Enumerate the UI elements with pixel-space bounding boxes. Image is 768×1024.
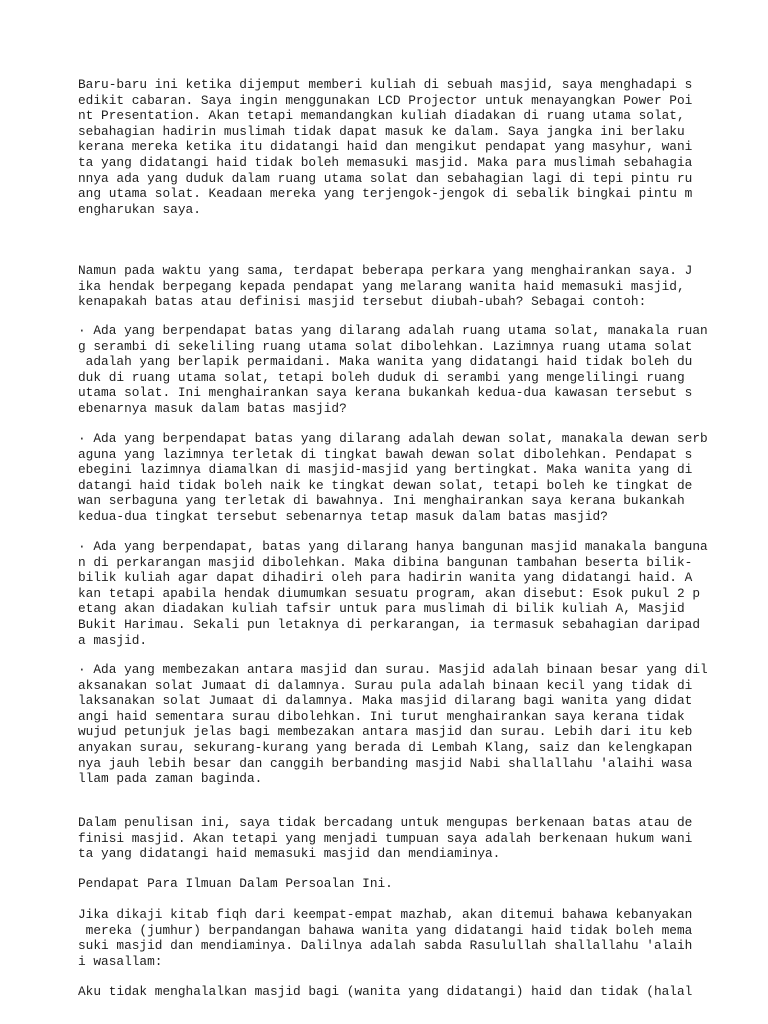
paragraph-intro: Baru-baru ini ketika dijemput memberi kuliah di sebuah masjid, saya menghadapi s edikit cabaran. Saya ingin menggunakan LCD Projector untuk menayangkan Power Poi nt Presentation. Akan tetapi memandangkan kuliah diadakan di ruang utama solat, sebahagian hadirin muslimah tidak dapat masuk ke dalam. Saya jangka ini berlaku kerana mereka ketika itu didatangi haid dan mengikut pendapat yang masyhur, wani ta yang didatangi haid tidak boleh memasuki masjid. Maka para muslimah sebahagia nnya ada yang duduk dalam ruang utama solat dan sebahagian lagi di tepi pintu ru ang utama solat. Keadaan mereka yang terjengok-jengok di sebalik bingkai pintu m engharukan saya. bbox=[78, 77, 693, 217]
bullet-item-masjid-surau: · Ada yang membezakan antara masjid dan surau. Masjid adalah binaan besar yang dil aksanakan solat Jumaat di dalamnya. Surau pula adalah binaan kecil yang tidak di laksanakan solat Jumaat di dalamnya. Maka masjid dilarang bagi wanita yang didat angi haid sementara surau dibolehkan. Ini turut menghairankan saya kerana tidak wujud petunjuk jelas bagi membezakan antara masjid dan surau. Lebih dari itu keb anyakan surau, sekurang-kurang yang berada di Lembah Klang, saiz dan kelengkapan nya jauh lebih besar dan canggih berbanding masjid Nabi shallallahu 'alaihi wasa llam pada zaman baginda. bbox=[78, 662, 708, 787]
paragraph-fiqh: Jika dikaji kitab fiqh dari keempat-empat mazhab, akan ditemui bahawa kebanyakan mereka (jumhur) berpandangan bahawa wanita yang didatangi haid tidak boleh mema suki masjid dan mendiaminya. Dalilnya adalah sabda Rasulullah shallallahu 'alaih i wasallam: bbox=[78, 907, 693, 969]
paragraph-hadith: Aku tidak menghalalkan masjid bagi (wanita yang didatangi) haid dan tidak (halal bbox=[78, 984, 693, 999]
bullet-item-dewan-solat: · Ada yang berpendapat batas yang dilarang adalah dewan solat, manakala dewan serb aguna yang lazimnya terletak di tingkat bawah dewan solat dibolehkan. Pendapat s ebegini lazimnya diamalkan di masjid-masjid yang bertingkat. Maka wanita yang di datangi haid tidak boleh naik ke tingkat dewan solat, tetapi boleh ke tingkat de wan serbaguna yang terletak di bawahnya. Ini menghairankan saya kerana bukankah kedua-dua tingkat tersebut sebenarnya tetap masuk dalam batas masjid? bbox=[78, 431, 708, 524]
paragraph-focus: Dalam penulisan ini, saya tidak bercadang untuk mengupas berkenaan batas atau de finisi masjid. Akan tetapi yang menjadi tumpuan saya adalah berkenaan hukum wani ta yang didatangi haid memasuki masjid dan mendiaminya. bbox=[78, 815, 693, 862]
section-heading: Pendapat Para Ilmuan Dalam Persoalan Ini. bbox=[78, 876, 393, 891]
paragraph-question: Namun pada waktu yang sama, terdapat beberapa perkara yang menghairankan saya. J ika hendak berpegang kepada pendapat yang melarang wanita haid memasuki masjid, kenapakah batas atau definisi masjid tersebut diubah-ubah? Sebagai contoh: bbox=[78, 263, 693, 310]
bullet-item-ruang-utama: · Ada yang berpendapat batas yang dilarang adalah ruang utama solat, manakala ruan g serambi di sekeliling ruang utama solat dibolehkan. Lazimnya ruang utama solat adalah yang berlapik permaidani. Maka wanita yang didatangi haid tidak boleh du duk di ruang utama solat, tetapi boleh duduk di serambi yang mengelilingi ruang utama solat. Ini menghairankan saya kerana bukankah kedua-dua kawasan tersebut s ebenarnya masuk dalam batas masjid? bbox=[78, 323, 708, 416]
bullet-item-perkarangan: · Ada yang berpendapat, batas yang dilarang hanya bangunan masjid manakala banguna n di perkarangan masjid dibolehkan. Maka dibina bangunan tambahan beserta bilik- bilik kuliah agar dapat dihadiri oleh para hadirin wanita yang didatangi haid. A kan tetapi apabila hendak diumumkan sesuatu program, akan disebut: Esok pukul 2 p etang akan diadakan kuliah tafsir untuk para muslimah di bilik kuliah A, Masjid Bukit Harimau. Sekali pun letaknya di perkarangan, ia termasuk sebahagian daripad a masjid. bbox=[78, 539, 708, 648]
